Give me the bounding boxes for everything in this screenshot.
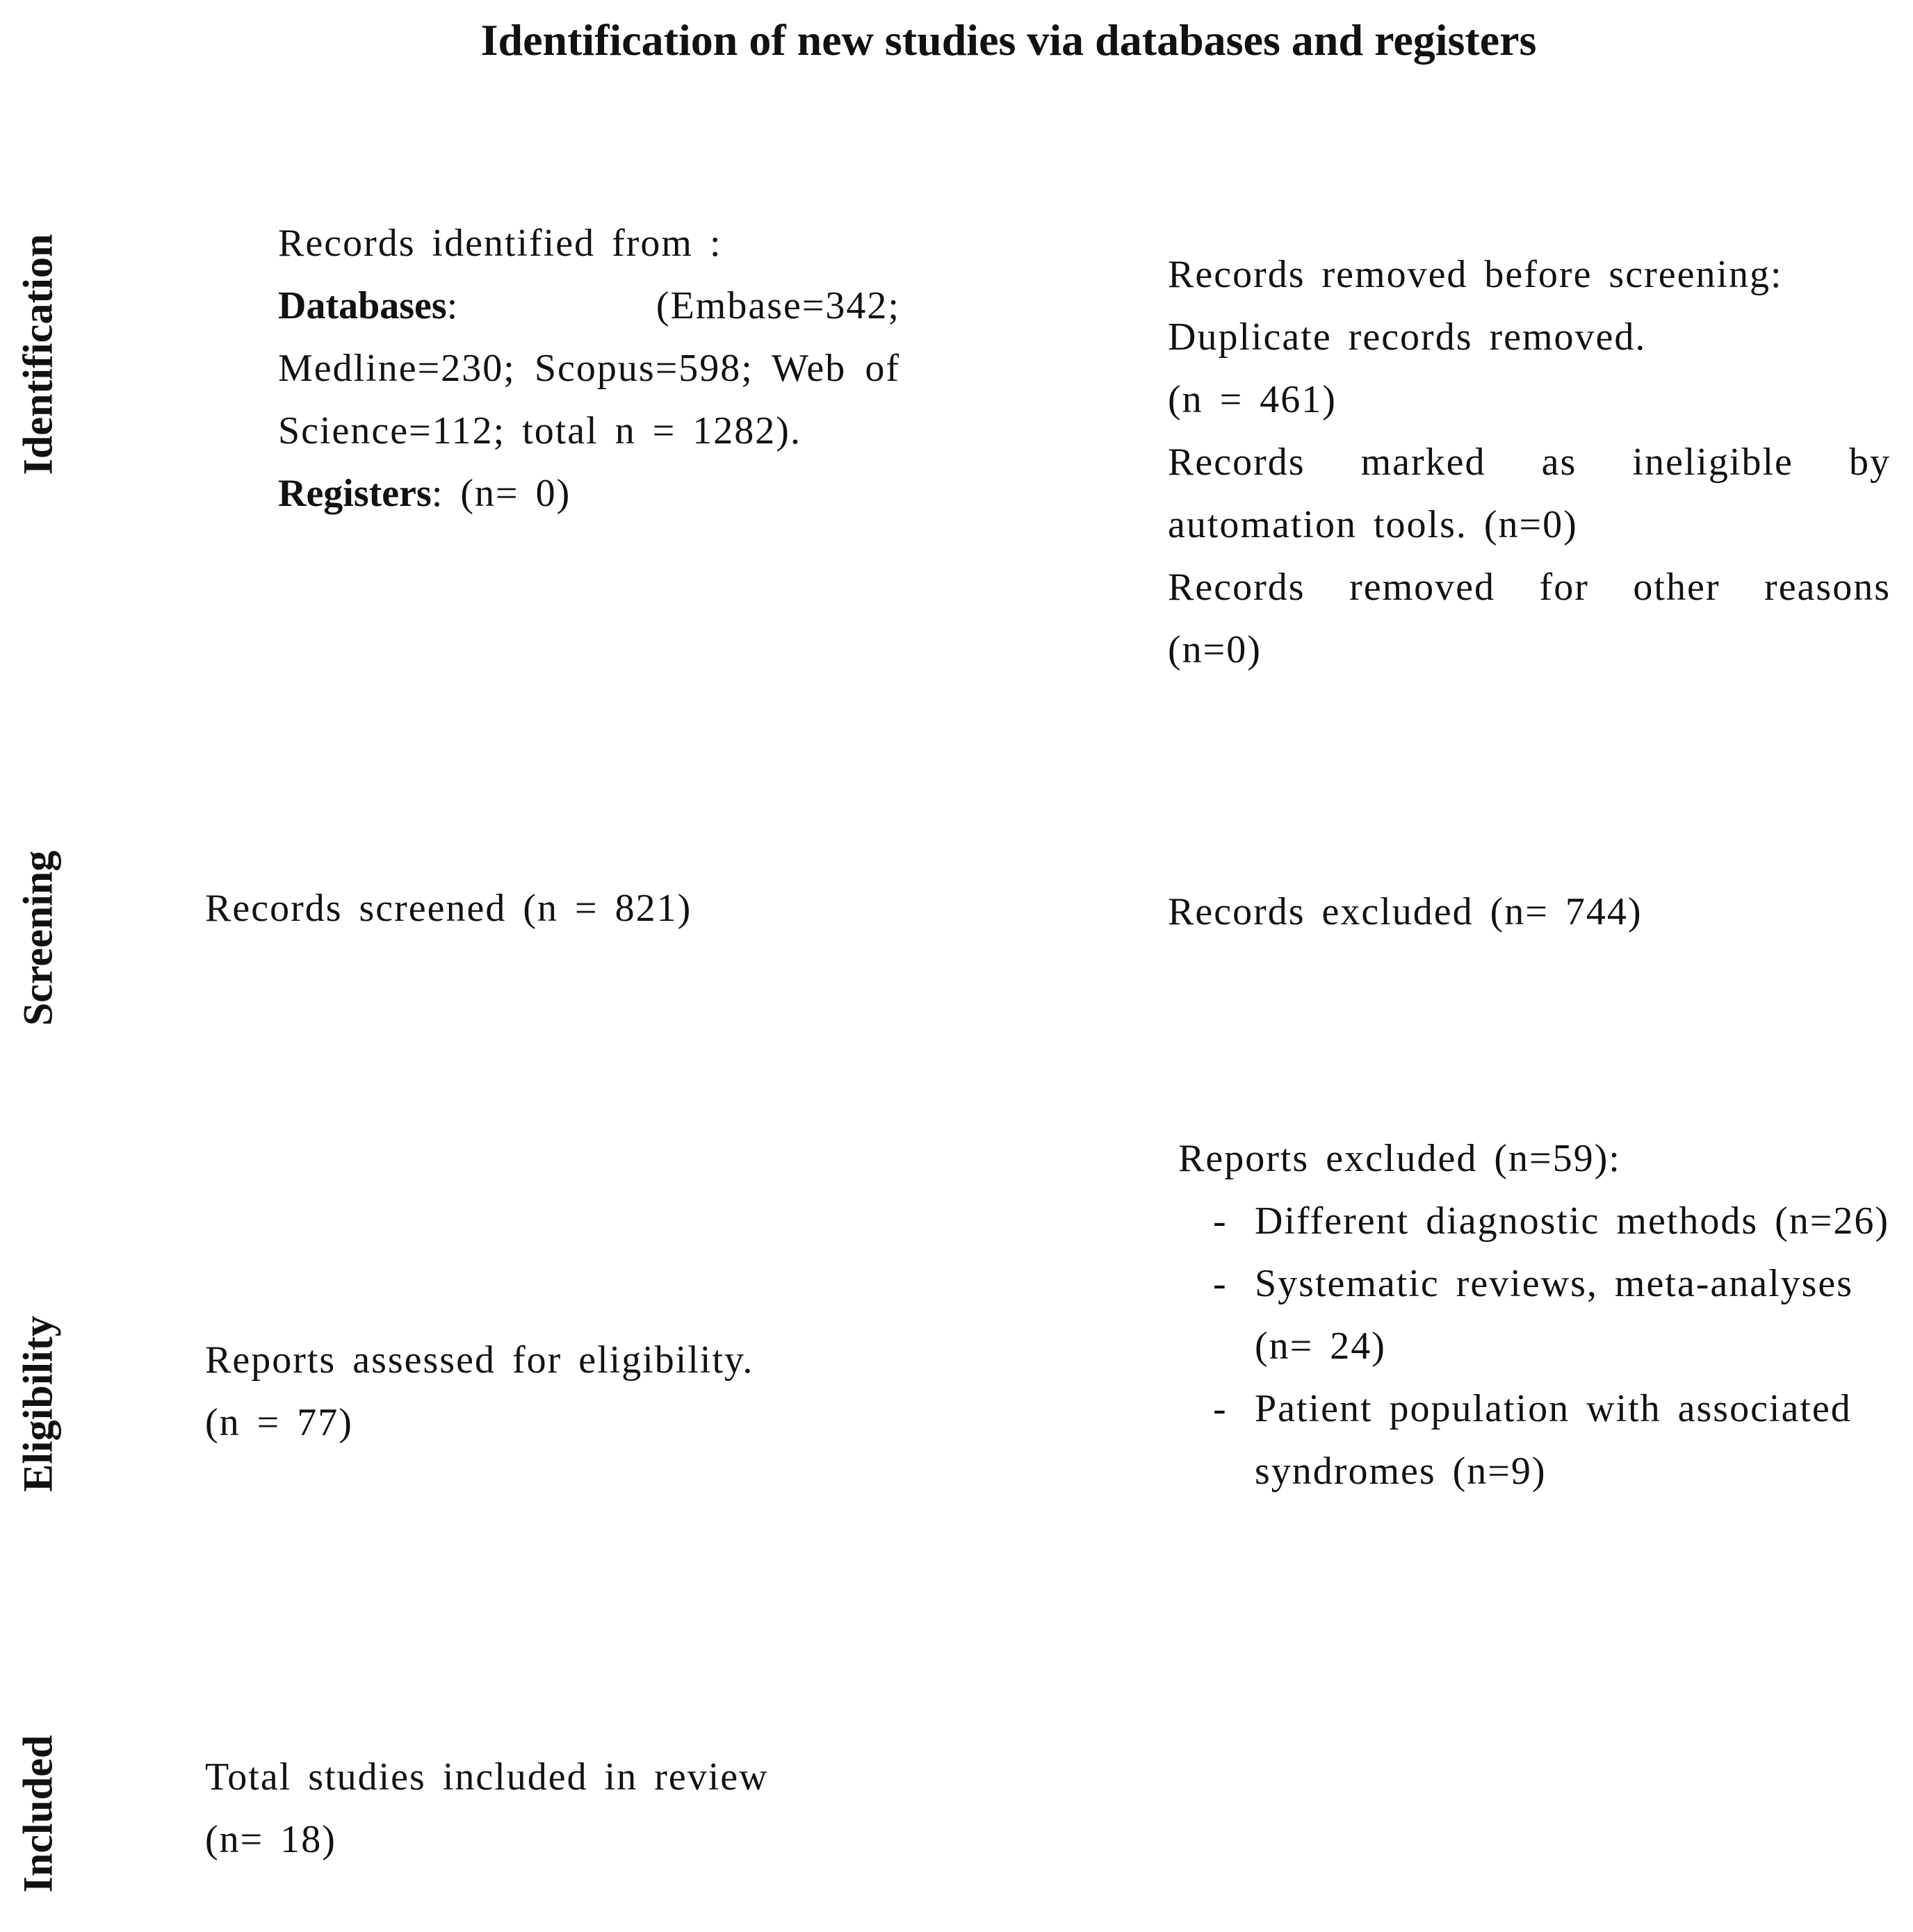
stage-eligibility-text: Eligibility bbox=[15, 1316, 61, 1492]
records-excluded-box bbox=[1168, 881, 1863, 943]
records-screened-box bbox=[205, 877, 1039, 940]
exclusion-reason: - Systematic reviews, meta-analyses (n= 24) bbox=[1178, 1252, 1901, 1377]
stage-label-eligibility bbox=[0, 1286, 76, 1522]
stage-label-screening bbox=[0, 827, 76, 1049]
records-removed-box bbox=[1168, 243, 1891, 681]
stage-label-identification bbox=[0, 195, 76, 514]
exclusion-reasons-list bbox=[1178, 1190, 1901, 1503]
studies-included-box bbox=[205, 1746, 1039, 1871]
reports-assessed-count: (n = 77) bbox=[205, 1401, 353, 1444]
stage-label-included bbox=[0, 1696, 76, 1932]
removed-heading: Records removed before screening: bbox=[1168, 253, 1783, 296]
databases-label: Databases bbox=[278, 284, 447, 327]
identified-intro: Records identified from : bbox=[278, 222, 722, 265]
removed-other: Records removed for other reasons (n=0) bbox=[1168, 566, 1891, 671]
reports-assessed-text: Reports assessed for eligibility. bbox=[205, 1339, 754, 1382]
reports-assessed-box bbox=[205, 1329, 1039, 1454]
registers-label: Registers bbox=[278, 472, 432, 515]
identified-registers bbox=[278, 462, 900, 525]
databases-counts: : (Embase=342; Medline=230; Scopus=598; Web of Science=112; total n = 1282). bbox=[278, 284, 900, 452]
reports-excluded-heading: Reports excluded (n=59): bbox=[1178, 1137, 1621, 1180]
studies-included-count: (n= 18) bbox=[205, 1818, 336, 1861]
records-identified-box bbox=[278, 212, 900, 525]
exclusion-reason: - Patient population with associated syndromes (n=9) bbox=[1178, 1377, 1901, 1503]
identified-databases bbox=[278, 275, 900, 462]
stage-screening-text: Screening bbox=[15, 850, 61, 1026]
exclusion-reason: - Different diagnostic methods (n=26) bbox=[1178, 1190, 1901, 1252]
studies-included-text: Total studies included in review bbox=[205, 1755, 769, 1799]
removed-duplicates: Duplicate records removed. bbox=[1168, 316, 1647, 359]
reports-excluded-box bbox=[1178, 1127, 1901, 1503]
removed-automation: Records marked as ineligible by automation tools. (n=0) bbox=[1168, 441, 1891, 546]
records-excluded: Records excluded (n= 744) bbox=[1168, 890, 1643, 933]
stage-included-text: Included bbox=[15, 1735, 61, 1893]
stage-identification-text: Identification bbox=[15, 234, 61, 475]
diagram-title: Identification of new studies via databases and registers bbox=[480, 15, 1537, 65]
registers-count: : (n= 0) bbox=[431, 472, 571, 515]
removed-duplicates-count: (n = 461) bbox=[1168, 378, 1337, 421]
records-screened: Records screened (n = 821) bbox=[205, 887, 692, 930]
